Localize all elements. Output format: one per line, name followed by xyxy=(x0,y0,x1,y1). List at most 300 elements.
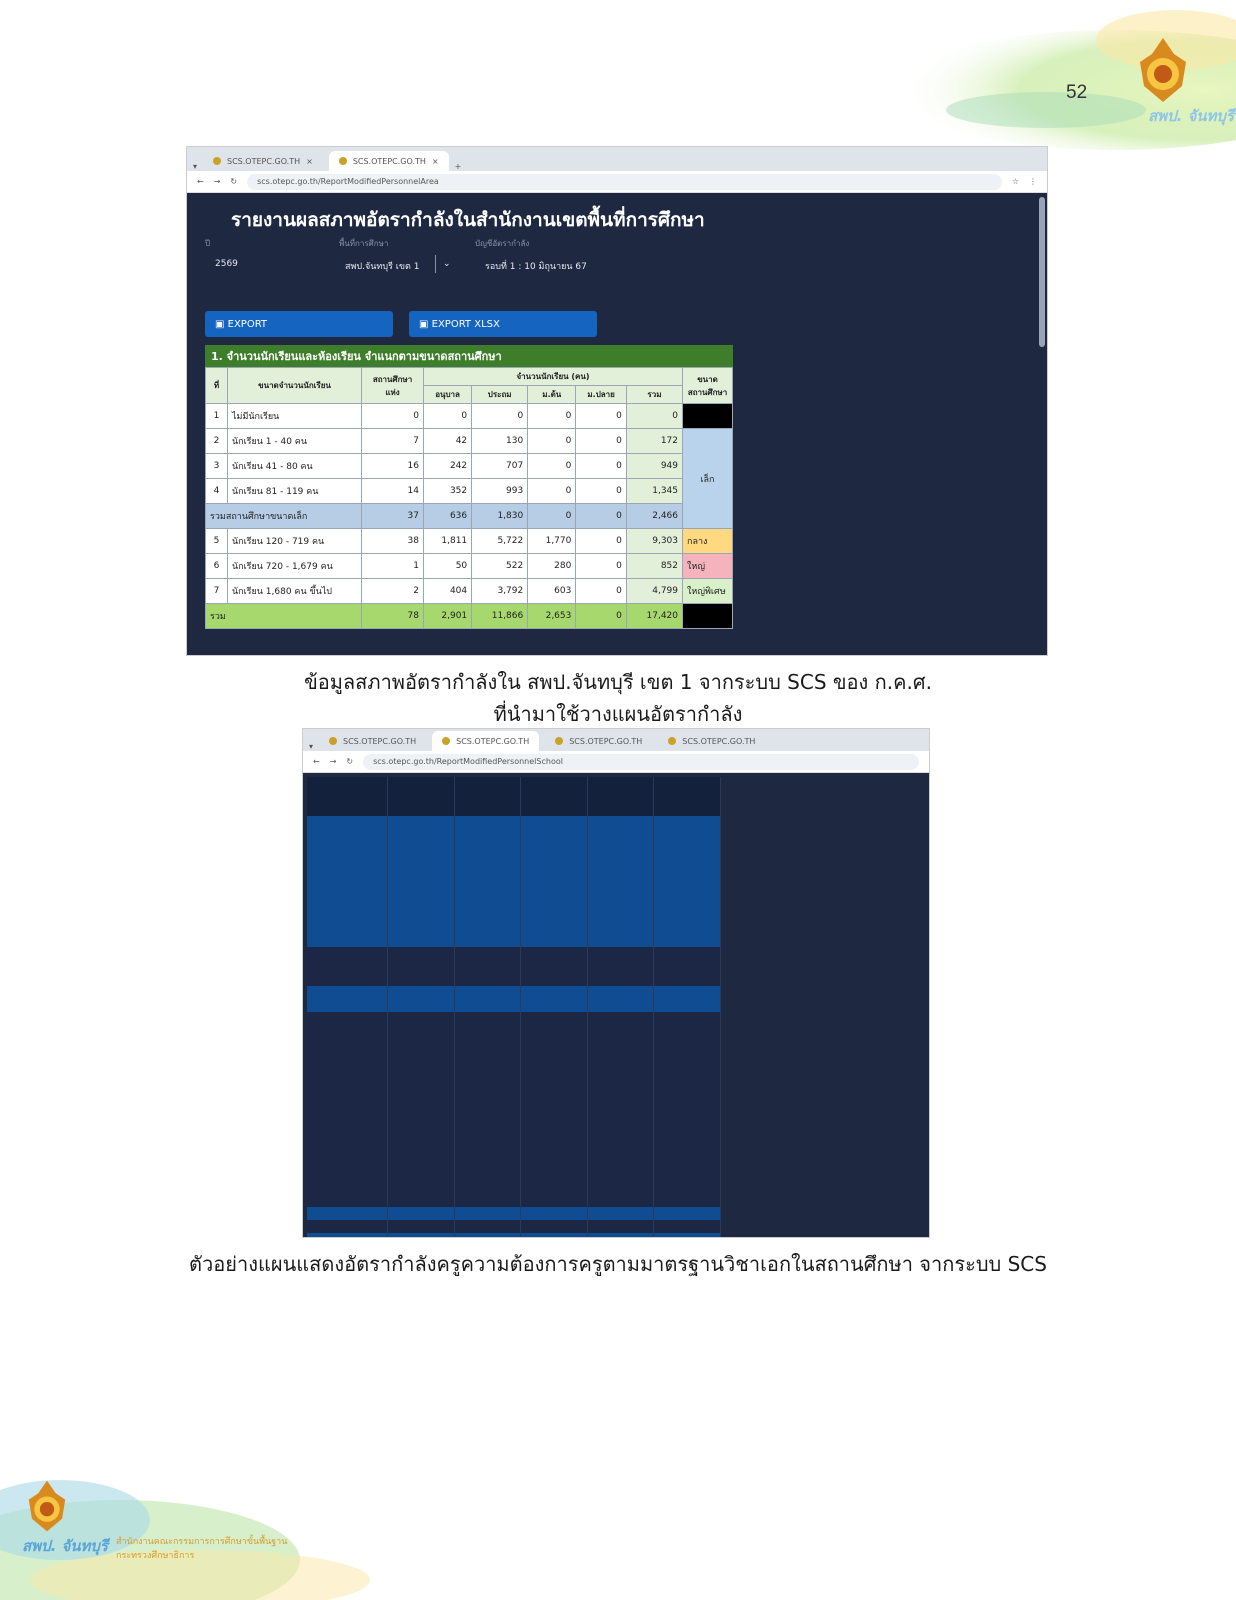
plan-table-cell xyxy=(654,816,721,836)
plan-table-cell xyxy=(587,1077,654,1090)
col-no: ที่ xyxy=(206,368,228,404)
plan-table-cell xyxy=(454,790,521,803)
cell-value: 1,770 xyxy=(528,529,576,554)
plan-table-cell xyxy=(521,882,588,895)
tab-list-icon[interactable]: ▾ xyxy=(309,742,314,751)
plan-table-cell xyxy=(307,1025,388,1038)
plan-table-cell xyxy=(307,803,388,816)
cell-total: 852 xyxy=(626,554,682,579)
plan-table-cell xyxy=(388,1207,455,1220)
plan-table-cell xyxy=(454,882,521,895)
plan-table-cell xyxy=(307,836,388,856)
tab-label: SCS.OTEPC.GO.TH xyxy=(456,736,530,746)
col-students: จำนวนนักเรียน (คน) xyxy=(424,368,683,386)
table-row xyxy=(206,454,733,479)
plan-table-cell xyxy=(521,908,588,921)
plan-table-cell xyxy=(654,1168,721,1181)
plan-table-row xyxy=(307,882,721,895)
cell-size-empty xyxy=(683,604,733,629)
cell-total: 17,420 xyxy=(626,604,682,629)
plan-table-cell xyxy=(587,960,654,973)
plan-table-cell xyxy=(388,1194,455,1207)
page-number: 52 xyxy=(1066,82,1088,103)
plan-table-row xyxy=(307,856,721,869)
cell-label: รวม xyxy=(206,604,362,629)
cell-value: 42 xyxy=(424,429,472,454)
plan-table-cell xyxy=(388,934,455,947)
plan-table-cell xyxy=(388,1142,455,1155)
plan-table-cell xyxy=(587,947,654,960)
cell-label: นักเรียน 81 - 119 คน xyxy=(228,479,362,504)
plan-table-cell xyxy=(587,1233,654,1238)
plan-table-cell xyxy=(587,869,654,882)
teacher-plan-table xyxy=(307,777,721,1238)
plan-table-cell xyxy=(454,934,521,947)
plan-table-cell xyxy=(307,1116,388,1129)
plan-table-cell xyxy=(654,803,721,816)
cell-value: 404 xyxy=(424,579,472,604)
plan-table-cell xyxy=(654,1051,721,1064)
plan-table-cell xyxy=(388,1233,455,1238)
plan-table-grid xyxy=(307,777,721,1238)
plan-table-cell xyxy=(521,816,588,836)
forward-icon[interactable]: → xyxy=(329,757,337,766)
plan-table-cell xyxy=(307,1051,388,1064)
cell-size-large: ใหญ่ xyxy=(683,554,733,579)
plan-table-cell xyxy=(521,869,588,882)
cell-size-small: เล็ก xyxy=(683,429,733,529)
plan-table-row xyxy=(307,908,721,921)
plan-table-row xyxy=(307,1142,721,1155)
plan-table-cell xyxy=(388,882,455,895)
tab-label: SCS.OTEPC.GO.TH xyxy=(227,156,301,166)
plan-table-cell xyxy=(521,1129,588,1142)
site-icon xyxy=(213,157,221,165)
plan-table-cell xyxy=(587,1051,654,1064)
plan-table-row xyxy=(307,1051,721,1064)
plan-table-row xyxy=(307,1233,721,1238)
plan-table-cell xyxy=(454,986,521,999)
plan-table-cell xyxy=(388,973,455,986)
plan-table-cell xyxy=(388,1064,455,1077)
plan-table-cell xyxy=(587,1103,654,1116)
browser-tab[interactable] xyxy=(203,151,323,171)
plan-table-cell xyxy=(654,895,721,908)
subtotal-row xyxy=(206,504,733,529)
address-bar xyxy=(187,171,1047,193)
plan-table-cell xyxy=(521,777,588,790)
cell-value: 0 xyxy=(472,404,528,429)
cell-value: 0 xyxy=(576,554,627,579)
menu-icon[interactable]: ⋮ xyxy=(1029,177,1037,186)
browser-tab[interactable] xyxy=(545,731,652,751)
cell-value: 0 xyxy=(576,529,627,554)
plan-table-row xyxy=(307,921,721,934)
plan-table-cell xyxy=(454,1181,521,1194)
forward-icon[interactable]: → xyxy=(213,177,221,186)
plan-table-cell xyxy=(454,921,521,934)
plan-table-cell xyxy=(307,1103,388,1116)
plan-table-cell xyxy=(388,1077,455,1090)
plan-table-cell xyxy=(587,790,654,803)
cell-no: 7 xyxy=(206,579,228,604)
plan-table-cell xyxy=(388,1220,455,1233)
plan-table-cell xyxy=(454,999,521,1012)
cell-value: 0 xyxy=(576,504,627,529)
cell-label: ไม่มีนักเรียน xyxy=(228,404,362,429)
plan-table-cell xyxy=(654,947,721,960)
plan-table-cell xyxy=(654,790,721,803)
back-icon[interactable]: ← xyxy=(313,757,320,766)
plan-table-cell xyxy=(654,921,721,934)
plan-table-cell xyxy=(521,960,588,973)
plan-table-cell xyxy=(654,1064,721,1077)
plan-table-cell xyxy=(307,1129,388,1142)
plan-table-cell xyxy=(587,1155,654,1168)
cell-value: 2,901 xyxy=(424,604,472,629)
plan-table-cell xyxy=(521,1168,588,1181)
plan-table-cell xyxy=(388,921,455,934)
plan-table-cell xyxy=(521,1142,588,1155)
browser-tab[interactable] xyxy=(319,731,426,751)
logo-text-bottom: สพป. จันทบุรี xyxy=(22,1537,108,1555)
plan-table-cell xyxy=(307,1181,388,1194)
plan-table-cell xyxy=(654,986,721,999)
plan-table-cell xyxy=(388,1103,455,1116)
table-row xyxy=(206,479,733,504)
cell-no: 1 xyxy=(206,404,228,429)
plan-table-row xyxy=(307,1064,721,1077)
plan-table-cell xyxy=(587,1116,654,1129)
new-tab-icon[interactable]: + xyxy=(454,162,462,171)
table-row xyxy=(206,554,733,579)
address-bar xyxy=(303,751,929,773)
year-select[interactable]: 2569 xyxy=(215,259,238,269)
plan-table-cell xyxy=(654,1116,721,1129)
plan-table-cell xyxy=(388,1090,455,1103)
plan-table-row xyxy=(307,1077,721,1090)
plan-table-row xyxy=(307,1103,721,1116)
chevron-down-icon[interactable]: ⌄ xyxy=(443,259,451,269)
plan-table-row xyxy=(307,973,721,986)
col-upper-sec: ม.ปลาย xyxy=(576,386,627,404)
cell-value: 3,792 xyxy=(472,579,528,604)
plan-table-cell xyxy=(307,1064,388,1077)
plan-table-cell xyxy=(454,1103,521,1116)
caption-1-line-2: ที่นำมาใช้วางแผนอัตรากำลัง xyxy=(493,702,743,726)
plan-table-cell xyxy=(654,1012,721,1025)
cell-value: 1,830 xyxy=(472,504,528,529)
site-icon xyxy=(555,737,563,745)
plan-table-cell xyxy=(587,1194,654,1207)
page-title: รายงานผลสภาพอัตรากำลังในสำนักงานเขตพื้นที่การศึกษา xyxy=(231,209,705,231)
plan-table-cell xyxy=(454,1220,521,1233)
plan-table-cell xyxy=(307,856,388,869)
cell-no: 2 xyxy=(206,429,228,454)
plan-table-cell xyxy=(454,1233,521,1238)
table-row xyxy=(206,429,733,454)
account-select[interactable]: รอบที่ 1 : 10 มิถุนายน 67 xyxy=(485,262,587,272)
url-text: scs.otepc.go.th/ReportModifiedPersonnelSchool xyxy=(373,757,563,766)
cell-total: 172 xyxy=(626,429,682,454)
plan-table-cell xyxy=(521,1077,588,1090)
cell-value: 0 xyxy=(576,479,627,504)
plan-table-cell xyxy=(454,1142,521,1155)
cell-value: 707 xyxy=(472,454,528,479)
plan-table-cell xyxy=(307,1168,388,1181)
cell-value: 0 xyxy=(528,404,576,429)
plan-table-cell xyxy=(454,1155,521,1168)
plan-table-row xyxy=(307,1038,721,1051)
plan-table-cell xyxy=(454,1207,521,1220)
report-page xyxy=(187,193,1047,656)
plan-table-row xyxy=(307,869,721,882)
tab-label: SCS.OTEPC.GO.TH xyxy=(569,736,643,746)
plan-table-cell xyxy=(454,836,521,856)
back-icon[interactable]: ← xyxy=(197,177,204,186)
cell-value: 0 xyxy=(424,404,472,429)
cell-schools: 78 xyxy=(362,604,424,629)
file-icon: ▣ xyxy=(215,318,228,330)
screenshot-area-plan xyxy=(302,728,930,1238)
browser-tab-bar xyxy=(303,729,929,751)
plan-table-cell xyxy=(654,777,721,790)
cell-label: นักเรียน 120 - 719 คน xyxy=(228,529,362,554)
url-field[interactable] xyxy=(247,174,1002,190)
plan-table-row xyxy=(307,1220,721,1233)
reload-icon[interactable]: ↻ xyxy=(346,757,354,766)
export-xlsx-label: EXPORT XLSX xyxy=(431,318,500,330)
plan-table-cell xyxy=(388,1155,455,1168)
url-text: scs.otepc.go.th/ReportModifiedPersonnelArea xyxy=(257,177,439,186)
cell-total: 1,345 xyxy=(626,479,682,504)
cell-value: 636 xyxy=(424,504,472,529)
plan-table-cell xyxy=(307,895,388,908)
plan-table-cell xyxy=(587,816,654,836)
cell-schools: 1 xyxy=(362,554,424,579)
plan-table-cell xyxy=(521,790,588,803)
cell-schools: 38 xyxy=(362,529,424,554)
plan-table-cell xyxy=(307,1220,388,1233)
scrollbar[interactable] xyxy=(1039,197,1045,347)
plan-table-cell xyxy=(587,895,654,908)
plan-table-cell xyxy=(388,986,455,999)
tab-label: SCS.OTEPC.GO.TH xyxy=(682,736,756,746)
plan-table-cell xyxy=(587,836,654,856)
cell-value: 0 xyxy=(528,429,576,454)
plan-table-cell xyxy=(587,934,654,947)
plan-table-cell xyxy=(307,882,388,895)
cell-value: 603 xyxy=(528,579,576,604)
cell-no: 5 xyxy=(206,529,228,554)
plan-table-cell xyxy=(587,1038,654,1051)
caption-1-line-1: ข้อมูลสภาพอัตรากำลังใน สพป.จันทบุรี เขต 1 จากระบบ SCS ของ ก.ค.ศ. xyxy=(304,670,932,694)
plan-table-cell xyxy=(388,895,455,908)
plan-table-cell xyxy=(388,1012,455,1025)
plan-table-cell xyxy=(388,999,455,1012)
cell-total: 4,799 xyxy=(626,579,682,604)
export-label: EXPORT xyxy=(227,318,268,330)
col-lower-sec: ม.ต้น xyxy=(528,386,576,404)
plan-table-row xyxy=(307,934,721,947)
cell-label: นักเรียน 1,680 คน ขึ้นไป xyxy=(228,579,362,604)
col-school-size: ขนาด สถานศึกษา xyxy=(683,368,733,404)
plan-table-cell xyxy=(521,1051,588,1064)
table-row xyxy=(206,529,733,554)
tab-label: SCS.OTEPC.GO.TH xyxy=(343,736,417,746)
plan-table-cell xyxy=(654,1142,721,1155)
plan-table-cell xyxy=(307,1194,388,1207)
plan-table-cell xyxy=(521,1155,588,1168)
plan-table-cell xyxy=(388,1051,455,1064)
plan-table-cell xyxy=(654,1090,721,1103)
browser-tab-active[interactable] xyxy=(329,151,449,171)
plan-table-cell xyxy=(454,908,521,921)
plan-table-cell xyxy=(654,869,721,882)
cell-size-extra-large: ใหญ่พิเศษ xyxy=(683,579,733,604)
plan-table-cell xyxy=(654,1077,721,1090)
plan-table-cell xyxy=(388,869,455,882)
plan-table-cell xyxy=(654,836,721,856)
plan-table-cell xyxy=(654,882,721,895)
logo-text-top: สพป. จันทบุรี xyxy=(1148,107,1234,125)
plan-table-cell xyxy=(587,1012,654,1025)
plan-table-row xyxy=(307,1116,721,1129)
col-size: ขนาดจำนวนนักเรียน xyxy=(228,368,362,404)
plan-table-row xyxy=(307,1207,721,1220)
browser-tab-active[interactable] xyxy=(432,731,539,751)
plan-table-row xyxy=(307,816,721,836)
filter-label-account: บัญชีอัตรากำลัง xyxy=(475,239,530,248)
cell-label: นักเรียน 41 - 80 คน xyxy=(228,454,362,479)
plan-table-cell xyxy=(307,960,388,973)
cell-value: 522 xyxy=(472,554,528,579)
export-xlsx-button[interactable] xyxy=(409,311,597,337)
plan-table-row xyxy=(307,999,721,1012)
table-title: 1. จำนวนนักเรียนและห้องเรียน จำแนกตามขนาดสถานศึกษา xyxy=(205,345,733,367)
plan-table-cell xyxy=(521,1090,588,1103)
cell-value: 1,811 xyxy=(424,529,472,554)
plan-table-cell xyxy=(307,1207,388,1220)
plan-table-cell xyxy=(587,1064,654,1077)
plan-table-row xyxy=(307,960,721,973)
plan-table-cell xyxy=(654,934,721,947)
cell-schools: 14 xyxy=(362,479,424,504)
plan-table-cell xyxy=(654,1103,721,1116)
close-icon[interactable]: × xyxy=(306,156,313,166)
screenshot-area-report xyxy=(186,146,1048,656)
cell-value: 993 xyxy=(472,479,528,504)
cell-total: 0 xyxy=(626,404,682,429)
plan-table-cell xyxy=(587,986,654,999)
reload-icon[interactable]: ↻ xyxy=(230,177,238,186)
tab-list-icon[interactable]: ▾ xyxy=(193,162,198,171)
plan-table-cell xyxy=(521,1220,588,1233)
col-total: รวม xyxy=(626,386,682,404)
close-icon[interactable]: × xyxy=(431,156,439,166)
plan-table-cell xyxy=(388,836,455,856)
plan-table-cell xyxy=(388,777,455,790)
plan-table-cell xyxy=(654,999,721,1012)
plan-table-cell xyxy=(307,999,388,1012)
plan-table-cell xyxy=(454,1051,521,1064)
star-icon[interactable]: ☆ xyxy=(1011,177,1019,186)
cell-value: 0 xyxy=(528,504,576,529)
plan-table-cell xyxy=(521,1012,588,1025)
plan-table-cell xyxy=(307,947,388,960)
plan-table-cell xyxy=(388,908,455,921)
plan-table-cell xyxy=(521,836,588,856)
plan-table-cell xyxy=(454,803,521,816)
cell-value: 5,722 xyxy=(472,529,528,554)
plan-table-cell xyxy=(388,1181,455,1194)
plan-table-cell xyxy=(521,1025,588,1038)
plan-table-cell xyxy=(587,921,654,934)
plan-table-cell xyxy=(587,1181,654,1194)
plan-table-cell xyxy=(521,1116,588,1129)
browser-tab[interactable] xyxy=(658,731,765,751)
plan-table-cell xyxy=(654,1194,721,1207)
table-row xyxy=(206,404,733,429)
plan-table-cell xyxy=(587,1220,654,1233)
browser-tab-bar xyxy=(187,147,1047,171)
plan-table-cell xyxy=(454,1116,521,1129)
plan-table-cell xyxy=(454,1077,521,1090)
plan-table-cell xyxy=(654,1233,721,1238)
plan-table-cell xyxy=(307,777,388,790)
plan-table-cell xyxy=(388,1168,455,1181)
plan-table-cell xyxy=(454,973,521,986)
plan-table-cell xyxy=(454,1090,521,1103)
cell-value: 242 xyxy=(424,454,472,479)
plan-table-cell xyxy=(521,934,588,947)
site-icon xyxy=(329,737,337,745)
plan-table-row xyxy=(307,790,721,803)
cell-size-medium: กลาง xyxy=(683,529,733,554)
site-icon xyxy=(668,737,676,745)
plan-table-cell xyxy=(307,1012,388,1025)
plan-table-cell xyxy=(307,1090,388,1103)
cell-no: 3 xyxy=(206,454,228,479)
plan-table-row xyxy=(307,947,721,960)
plan-table-cell xyxy=(388,1129,455,1142)
seal-logo-bottom xyxy=(24,1478,70,1534)
site-icon xyxy=(442,737,450,745)
plan-table-row xyxy=(307,895,721,908)
site-icon xyxy=(339,157,347,165)
col-kinder: อนุบาล xyxy=(424,386,472,404)
plan-table-cell xyxy=(587,1025,654,1038)
plan-table-cell xyxy=(307,1077,388,1090)
plan-table-cell xyxy=(388,1116,455,1129)
cell-value: 0 xyxy=(576,579,627,604)
plan-table-cell xyxy=(307,934,388,947)
area-select[interactable]: สพป.จันทบุรี เขต 1 xyxy=(345,262,420,272)
plan-table-cell xyxy=(654,960,721,973)
divider xyxy=(435,255,436,273)
plan-table-cell xyxy=(521,895,588,908)
cell-no: 4 xyxy=(206,479,228,504)
plan-table-cell xyxy=(454,1025,521,1038)
plan-table-cell xyxy=(307,973,388,986)
plan-table-cell xyxy=(587,908,654,921)
url-field[interactable] xyxy=(363,754,919,770)
plan-table-cell xyxy=(654,1181,721,1194)
export-button[interactable] xyxy=(205,311,393,337)
plan-table-cell xyxy=(454,856,521,869)
cell-schools: 0 xyxy=(362,404,424,429)
cell-value: 0 xyxy=(576,604,627,629)
